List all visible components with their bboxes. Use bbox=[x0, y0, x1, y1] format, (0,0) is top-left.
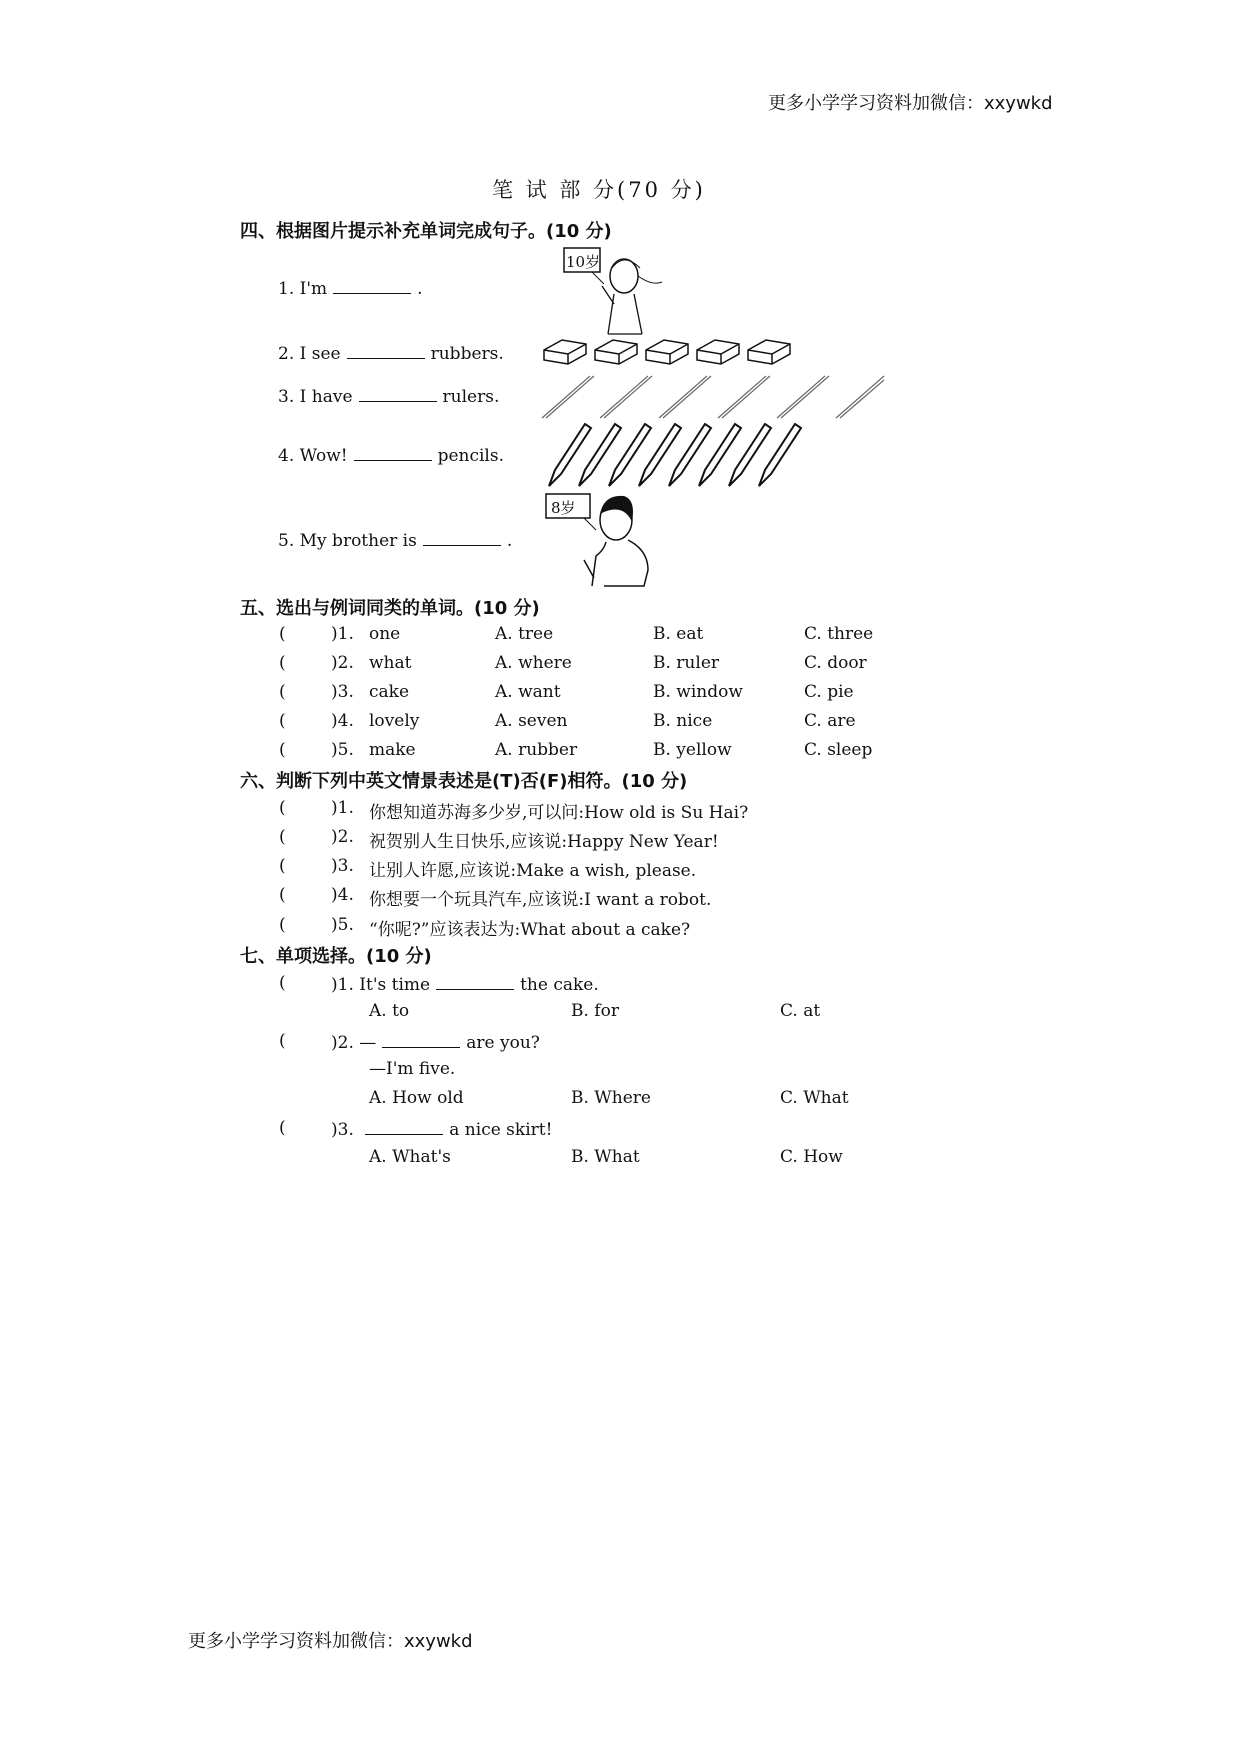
s5-row-word: make bbox=[369, 740, 416, 760]
s4-item-5: 5. My brother is . bbox=[278, 531, 513, 551]
s5-row-num: )2. bbox=[331, 653, 354, 673]
s5-row-num: )4. bbox=[331, 711, 354, 731]
pencils-illustration bbox=[545, 420, 825, 490]
s6-row-text: “你呢?”应该表达为:What about a cake? bbox=[369, 920, 691, 940]
page-title: 笔 试 部 分(70 分) bbox=[492, 178, 706, 202]
s7-q2-option-c: C. What bbox=[780, 1088, 849, 1108]
s5-option-b: B. ruler bbox=[653, 653, 719, 673]
s5-row-word: lovely bbox=[369, 711, 420, 731]
section4-heading: 四、根据图片提示补充单词完成句子。(10 分) bbox=[240, 221, 612, 242]
s6-row-text: 你想知道苏海多少岁,可以问:How old is Su Hai? bbox=[369, 803, 749, 823]
s7-q3-option-a: A. What's bbox=[369, 1147, 451, 1167]
s7-q3-option-c: C. How bbox=[780, 1147, 843, 1167]
s7-q2-option-a: A. How old bbox=[369, 1088, 464, 1108]
s5-row-num: )1. bbox=[331, 624, 354, 644]
answer-paren[interactable]: ( bbox=[279, 885, 286, 905]
s7-q1-option-b: B. for bbox=[571, 1001, 619, 1021]
s5-option-a: A. rubber bbox=[495, 740, 578, 760]
s7-q2-answer: —I'm five. bbox=[369, 1059, 456, 1079]
watermark-top: 更多小学学习资料加微信：xxywkd bbox=[768, 93, 1053, 114]
section6-heading: 六、判断下列中英文情景表述是(T)否(F)相符。(10 分) bbox=[240, 771, 688, 792]
s6-row-num: )3. bbox=[331, 856, 354, 876]
s5-option-a: A. where bbox=[495, 653, 572, 673]
girl-age-label: 10岁 bbox=[566, 253, 601, 271]
s7-q3: )3. a nice skirt! bbox=[331, 1120, 553, 1140]
s5-row-word: one bbox=[369, 624, 401, 644]
answer-paren[interactable]: ( bbox=[279, 740, 286, 760]
s7-q1-option-c: C. at bbox=[780, 1001, 821, 1021]
s5-option-a: A. tree bbox=[495, 624, 554, 644]
answer-paren[interactable]: ( bbox=[279, 915, 286, 935]
s6-row-num: )1. bbox=[331, 798, 354, 818]
s5-option-c: C. sleep bbox=[804, 740, 873, 760]
s6-row-num: )5. bbox=[331, 915, 354, 935]
s4-item-3: 3. I have rulers. bbox=[278, 387, 500, 407]
s6-row-text: 让别人许愿,应该说:Make a wish, please. bbox=[369, 861, 697, 881]
s5-option-a: A. want bbox=[495, 682, 561, 702]
watermark-bottom: 更多小学学习资料加微信：xxywkd bbox=[188, 1631, 473, 1652]
s5-option-c: C. door bbox=[804, 653, 867, 673]
answer-paren[interactable]: ( bbox=[279, 827, 286, 847]
section5-heading: 五、选出与例词同类的单词。(10 分) bbox=[240, 598, 540, 619]
s6-row-num: )2. bbox=[331, 827, 354, 847]
rubbers-illustration bbox=[540, 336, 810, 370]
s6-row-text: 你想要一个玩具汽车,应该说:I want a robot. bbox=[369, 890, 712, 910]
s7-q2: )2. — are you? bbox=[331, 1033, 540, 1053]
s7-q1: )1. It's time the cake. bbox=[331, 975, 599, 995]
s4-item-1: 1. I'm . bbox=[278, 279, 423, 299]
s7-q3-option-b: B. What bbox=[571, 1147, 640, 1167]
s5-option-c: C. pie bbox=[804, 682, 854, 702]
section7-heading: 七、单项选择。(10 分) bbox=[240, 946, 432, 967]
s6-row-text: 祝贺别人生日快乐,应该说:Happy New Year! bbox=[369, 832, 719, 852]
answer-paren[interactable]: ( bbox=[279, 711, 286, 731]
s5-row-num: )5. bbox=[331, 740, 354, 760]
s7-q2-option-b: B. Where bbox=[571, 1088, 651, 1108]
answer-paren[interactable]: ( bbox=[279, 624, 286, 644]
answer-paren[interactable]: ( bbox=[279, 682, 286, 702]
s5-row-word: what bbox=[369, 653, 412, 673]
answer-paren[interactable]: ( bbox=[279, 798, 286, 818]
s5-option-b: B. eat bbox=[653, 624, 704, 644]
rulers-illustration bbox=[538, 372, 888, 422]
s7-q1-option-a: A. to bbox=[369, 1001, 410, 1021]
s5-option-b: B. nice bbox=[653, 711, 713, 731]
s5-option-a: A. seven bbox=[495, 711, 568, 731]
s5-row-word: cake bbox=[369, 682, 410, 702]
s5-option-b: B. window bbox=[653, 682, 743, 702]
s5-option-c: C. are bbox=[804, 711, 856, 731]
boy-age-label: 8岁 bbox=[551, 499, 576, 517]
answer-paren[interactable]: ( bbox=[279, 973, 286, 993]
answer-paren[interactable]: ( bbox=[279, 856, 286, 876]
s5-row-num: )3. bbox=[331, 682, 354, 702]
s5-option-b: B. yellow bbox=[653, 740, 732, 760]
s6-row-num: )4. bbox=[331, 885, 354, 905]
answer-paren[interactable]: ( bbox=[279, 1031, 286, 1051]
s4-item-4: 4. Wow! pencils. bbox=[278, 446, 504, 466]
answer-paren[interactable]: ( bbox=[279, 1118, 286, 1138]
s5-option-c: C. three bbox=[804, 624, 874, 644]
s4-item-2: 2. I see rubbers. bbox=[278, 344, 504, 364]
answer-paren[interactable]: ( bbox=[279, 653, 286, 673]
